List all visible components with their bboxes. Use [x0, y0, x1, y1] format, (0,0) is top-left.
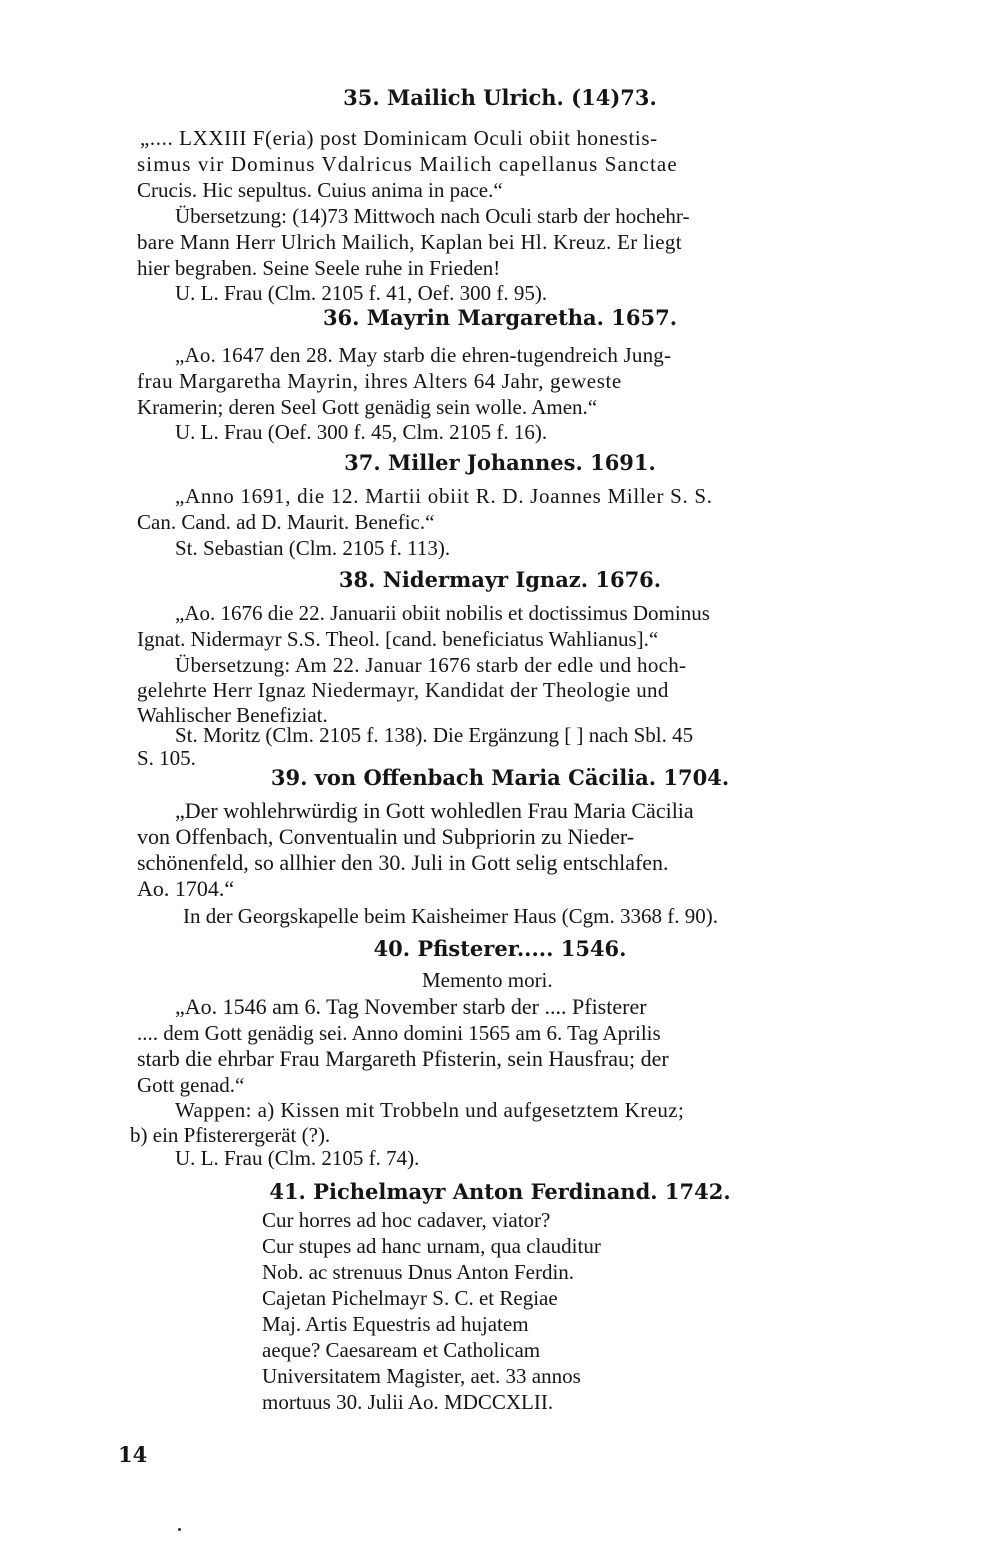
entry-heading-37: 37. Miller Johannes. 1691. — [344, 450, 656, 475]
entry-line: starb die ehrbar Frau Margareth Pfisterin, sein Hausfrau; der — [137, 1046, 669, 1071]
epitaph-line: Cur stupes ad hanc urnam, qua clauditur — [262, 1234, 601, 1258]
entry-heading-36: 36. Mayrin Margaretha. 1657. — [322, 305, 678, 330]
page-number: 14 — [118, 1442, 148, 1467]
entry-line: Memento mori. — [422, 968, 553, 992]
entry-heading-41: 41. Pichelmayr Anton Ferdinand. 1742. — [269, 1179, 731, 1204]
entry-heading-40: 40. Pfisterer..... 1546. — [373, 936, 627, 961]
entry-line: von Offenbach, Conventualin und Subpriorin zu Nieder- — [137, 824, 635, 849]
entry-line: Wappen: a) Kissen mit Trobbeln und aufgesetztem Kreuz; — [175, 1098, 685, 1122]
epitaph-line: Cajetan Pichelmayr S. C. et Regiae — [262, 1286, 558, 1310]
entry-line: „Ao. 1676 die 22. Januarii obiit nobilis et doctissimus Dominus — [175, 601, 710, 625]
scan-speck — [178, 1528, 181, 1531]
entry-line: U. L. Frau (Clm. 2105 f. 41, Oef. 300 f. 95). — [175, 281, 548, 305]
entry-line: U. L. Frau (Oef. 300 f. 45, Clm. 2105 f. 16). — [175, 420, 548, 444]
entry-line: U. L. Frau (Clm. 2105 f. 74). — [175, 1146, 420, 1170]
entry-line: .... dem Gott genädig sei. Anno domini 1565 am 6. Tag Aprilis — [137, 1021, 661, 1045]
entry-line: Gott genad.“ — [137, 1073, 245, 1097]
epitaph-line: aeque? Caesaream et Catholicam — [262, 1338, 541, 1362]
entry-line: frau Margaretha Mayrin, ihres Alters 64 Jahr, geweste — [137, 369, 622, 393]
entry-line: „Anno 1691, die 12. Martii obiit R. D. Joannes Miller S. S. — [175, 484, 713, 508]
entry-line: gelehrte Herr Ignaz Niedermayr, Kandidat der Theologie und — [137, 678, 669, 702]
entry-line: Can. Cand. ad D. Maurit. Benefic.“ — [137, 510, 435, 534]
epitaph-line: Cur horres ad hoc cadaver, viator? — [262, 1208, 551, 1232]
epitaph-line: Nob. ac strenuus Dnus Anton Ferdin. — [262, 1260, 575, 1284]
entry-line: St. Sebastian (Clm. 2105 f. 113). — [175, 536, 451, 560]
entry-line: „Ao. 1647 den 28. May starb die ehren-tugendreich Jung- — [175, 343, 672, 367]
entry-line: St. Moritz (Clm. 2105 f. 138). Die Ergänzung [ ] nach Sbl. 45 — [175, 723, 694, 747]
entry-line: Ao. 1704.“ — [137, 876, 235, 901]
entry-line: Übersetzung: (14)73 Mittwoch nach Oculi starb der hochehr- — [175, 204, 690, 228]
entry-line: „.... LXXIII F(eria) post Dominicam Oculi obiit honestis- — [140, 126, 658, 150]
entry-heading-39: 39. von Offenbach Maria Cäcilia. 1704. — [270, 765, 730, 790]
entry-line: schönenfeld, so allhier den 30. Juli in Gott selig entschlafen. — [137, 850, 669, 875]
entry-line: In der Georgskapelle beim Kaisheimer Haus (Cgm. 3368 f. 90). — [183, 904, 718, 928]
entry-line: „Ao. 1546 am 6. Tag November starb der .... Pfisterer — [175, 994, 647, 1019]
entry-line: bare Mann Herr Ulrich Mailich, Kaplan bei Hl. Kreuz. Er liegt — [137, 230, 682, 254]
entry-line: b) ein Pfisterergerät (?). — [130, 1123, 331, 1147]
entry-line: Kramerin; deren Seel Gott genädig sein wolle. Amen.“ — [137, 395, 598, 419]
entry-heading-35: 35. Mailich Ulrich. (14)73. — [343, 85, 657, 110]
epitaph-line: Maj. Artis Equestris ad hujatem — [262, 1312, 529, 1336]
epitaph-line: mortuus 30. Julii Ao. MDCCXLII. — [262, 1390, 554, 1414]
entry-line: simus vir Dominus Vdalricus Mailich capellanus Sanctae — [137, 152, 678, 176]
entry-heading-38: 38. Nidermayr Ignaz. 1676. — [338, 567, 662, 592]
entry-line: Crucis. Hic sepultus. Cuius anima in pace.“ — [137, 178, 503, 202]
entry-line: hier begraben. Seine Seele ruhe in Frieden! — [137, 256, 501, 280]
entry-line: S. 105. — [137, 746, 196, 770]
entry-line: „Der wohlehrwürdig in Gott wohledlen Frau Maria Cäcilia — [175, 798, 694, 823]
entry-line: Übersetzung: Am 22. Januar 1676 starb der edle und hoch- — [175, 653, 687, 677]
epitaph-line: Universitatem Magister, aet. 33 annos — [262, 1364, 581, 1388]
entry-line: Ignat. Nidermayr S.S. Theol. [cand. beneficiatus Wahlianus].“ — [137, 627, 659, 651]
entry-line: Wahlischer Benefiziat. — [137, 703, 328, 727]
